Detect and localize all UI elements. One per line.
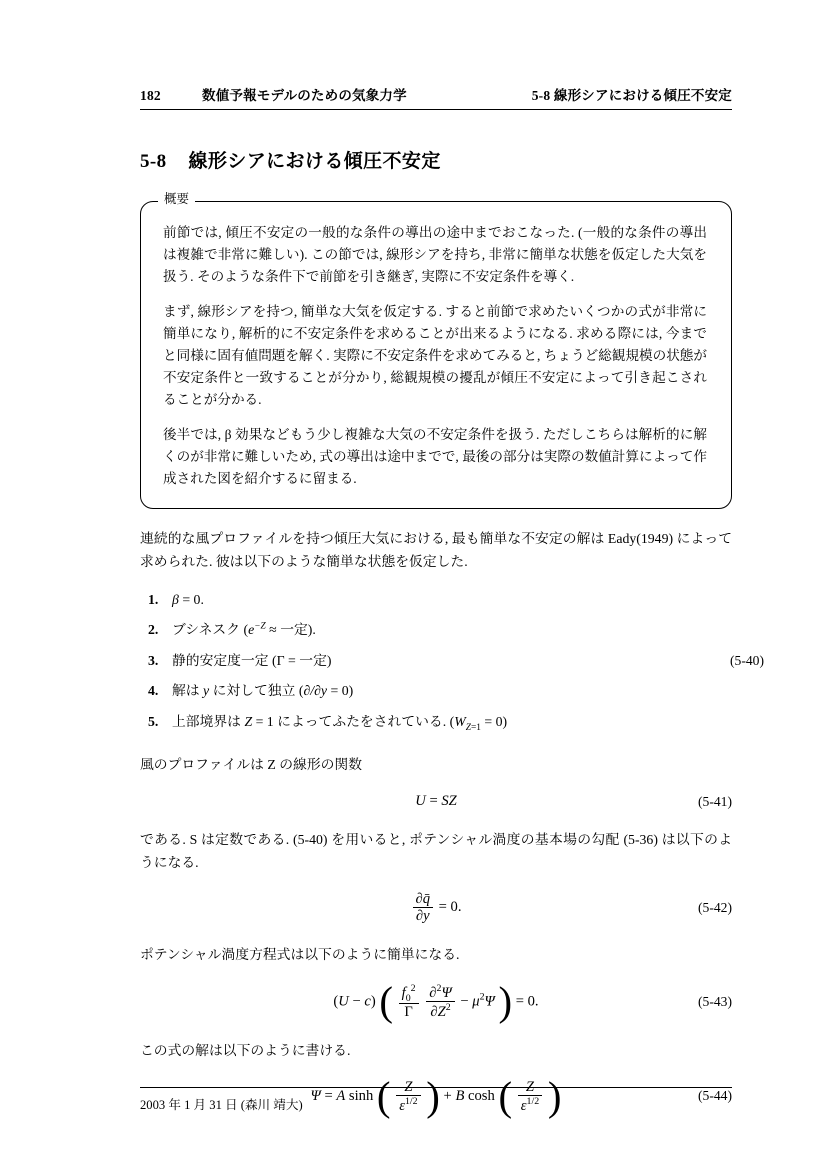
right-paren: ) bbox=[547, 1073, 562, 1119]
fraction: $\frac{\partial q̄}{\partial y}$ bbox=[413, 891, 434, 925]
abstract-paragraph: まず, 線形シアを持つ, 簡単な大気を仮定する. すると前節で求めたいくつかの式が非常に簡単になり, 解析的に不安定条件を求めることが出来るようになる. 求める際には, 今までと同様に固有値問題を解く. 実際に不安定条件を求めてみると, ちょうど総観規模の状態が不安定条件と一致することが分かり, 総観規模の擾乱が傾圧不安定によって引き起こされることが分かる. bbox=[163, 304, 707, 408]
right-paren: ) bbox=[498, 979, 513, 1024]
running-section-title: 5-8 線形シアにおける傾圧不安定 bbox=[531, 88, 732, 103]
equation-5-44: Ψ = A sinh ( $\frac{Z}{\varepsilon^{1/2}}$ ) + B cosh ( $\frac{Z}{\varepsilon^{1/2}}$ ) (5-44) bbox=[310, 1073, 732, 1119]
abstract-legend: 概要 bbox=[158, 193, 195, 206]
left-paren: ( bbox=[376, 1073, 391, 1119]
right-paren: ) bbox=[426, 1073, 440, 1119]
equation-tag-5-41: (5-41) bbox=[698, 793, 732, 809]
page-number: 182 bbox=[140, 88, 161, 103]
fraction: $\frac{Z}{\varepsilon^{1/2}}$ bbox=[518, 1079, 542, 1115]
intro-paragraph: 連続的な風プロファイルを持つ傾圧大気における, 最も簡単な不安定の解は Eady(1949) によって求められた. 彼は以下のような簡単な状態を仮定した. bbox=[140, 531, 732, 570]
equation-tag-5-42: (5-42) bbox=[698, 899, 732, 915]
list-item: β = 0. bbox=[172, 591, 204, 607]
section-number: 5-8 bbox=[140, 151, 167, 172]
book-title: 数値予報モデルのための気象力学 bbox=[202, 88, 407, 103]
list-item: 解は y に対して独立 (∂/∂y = 0) bbox=[172, 683, 354, 699]
abstract-box bbox=[140, 192, 732, 509]
section-heading bbox=[140, 146, 730, 173]
fraction: $\frac{\partial^2\Psi}{\partial Z^2}$ bbox=[426, 983, 454, 1020]
assumption-list bbox=[140, 590, 764, 735]
list-item: ブシネスク ($e^{-Z}$ ≈ 一定). bbox=[172, 621, 316, 638]
equation-5-43: (U − c) ( $\frac{f_0^2}{\Gamma}$ $\frac{\partial^2\Psi}{\partial Z^2}$ − $\mu^2\Psi$ ) = 0. (5-43) bbox=[333, 979, 732, 1024]
equation-tag-5-44: (5-44) bbox=[698, 1088, 732, 1104]
equation-5-42: $\frac{\partial q̄}{\partial y}$ = 0. (5-42) bbox=[140, 891, 732, 925]
fraction: $\frac{f_0^2}{\Gamma}$ bbox=[399, 983, 419, 1021]
page-footer: 2003 年 1 月 31 日 (森川 靖大) bbox=[140, 1087, 732, 1113]
fraction: $\frac{Z}{\varepsilon^{1/2}}$ bbox=[396, 1079, 420, 1115]
list-item: 静的安定度一定 (Γ = 一定) (5-40) bbox=[172, 651, 764, 671]
paragraph-before-eq-5-44: この式の解は以下のように書ける. bbox=[140, 1042, 351, 1058]
paragraph-before-eq-5-41: 風のプロファイルは Z の線形の関数 bbox=[140, 757, 363, 773]
paragraph-after-eq-5-41: である. S は定数である. (5-40) を用いると, ポテンシャル渦度の基本場の勾配 (5-36) は以下のようになる. bbox=[140, 832, 732, 871]
abstract-paragraph: 前節では, 傾圧不安定の一般的な条件の導出の途中までおこなった. (一般的な条件の導出は複雑で非常に難しい). この節では, 線形シアを持ち, 非常に簡単な状態を仮定した大気を扱う. そのような条件下で前節を引き継ぎ, 実際に不安定条件を導く. bbox=[163, 225, 707, 285]
list-item: 上部境界は Z = 1 によってふたをされている. $(W_{Z=1} = 0)$ bbox=[172, 713, 508, 733]
abstract-paragraph: 後半では, β 効果などもう少し複雑な大気の不安定条件を扱う. ただしこちらは解析的に解くのが非常に難しいため, 式の導出は途中までで, 最後の部分は実際の数値計算によって作成された図を紹介するに留まる. bbox=[163, 427, 707, 487]
paragraph-before-eq-5-43: ポテンシャル渦度方程式は以下のように簡単になる. bbox=[140, 946, 460, 962]
section-title: 線形シアにおける傾圧不安定 bbox=[188, 151, 441, 172]
left-paren: ( bbox=[379, 979, 393, 1024]
running-head bbox=[140, 84, 732, 110]
equation-5-41: U = SZ (5-41) bbox=[415, 793, 732, 810]
equation-tag-5-43: (5-43) bbox=[698, 993, 732, 1009]
equation-tag-5-40: (5-40) bbox=[730, 652, 764, 668]
left-paren: ( bbox=[498, 1073, 513, 1119]
